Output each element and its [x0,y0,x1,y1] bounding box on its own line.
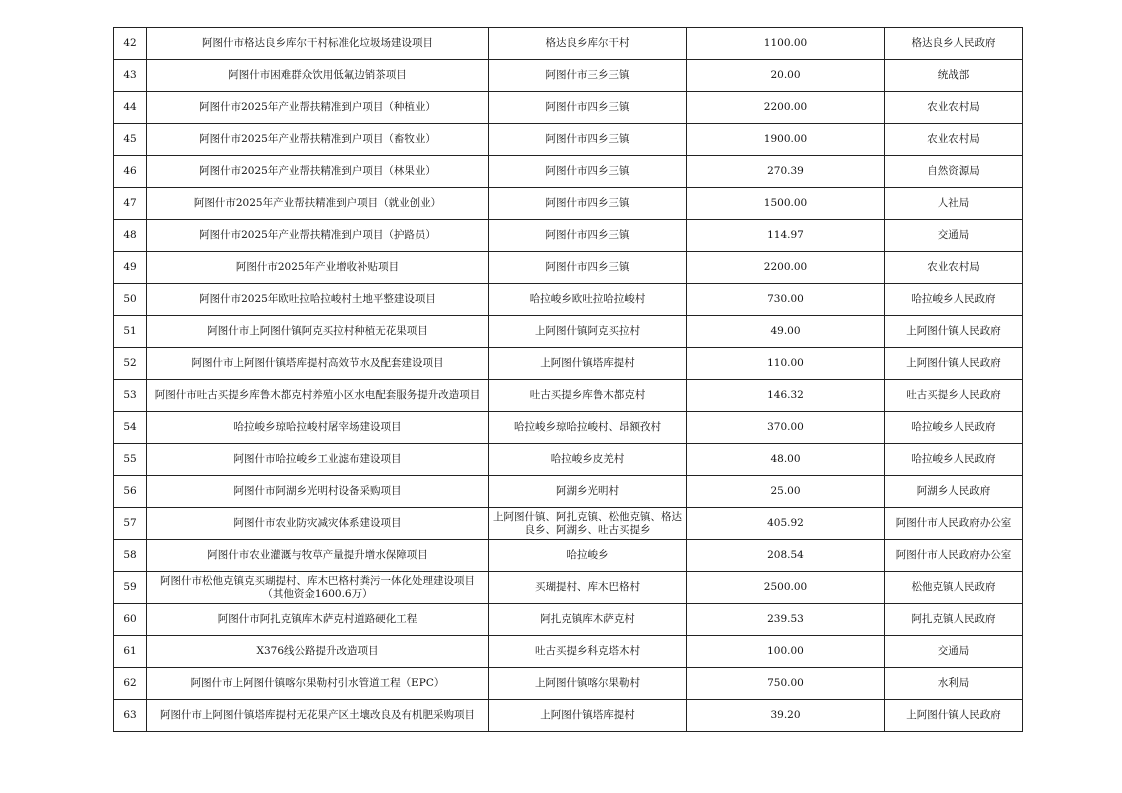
fund-amount-cell: 25.00 [687,476,885,508]
table-row [114,220,1023,252]
responsible-unit-cell: 上阿图什镇人民政府 [885,316,1023,348]
table-row [114,572,1023,604]
project-name-cell: 阿图什市上阿图什镇塔库提村高效节水及配套建设项目 [147,348,489,380]
fund-amount-cell: 405.92 [687,508,885,540]
row-number-cell: 59 [114,572,147,604]
project-name-cell: 阿图什市2025年产业帮扶精准到户项目（护路员） [147,220,489,252]
project-location-cell: 阿图什市四乡三镇 [489,220,687,252]
table-row [114,188,1023,220]
responsible-unit-cell: 上阿图什镇人民政府 [885,700,1023,732]
project-location-cell: 上阿图什镇塔库提村 [489,348,687,380]
row-number-cell: 52 [114,348,147,380]
project-location-cell: 吐古买提乡科克塔木村 [489,636,687,668]
table-row [114,156,1023,188]
table-row [114,540,1023,572]
responsible-unit-cell: 自然资源局 [885,156,1023,188]
project-table [113,27,1023,732]
responsible-unit-cell: 水利局 [885,668,1023,700]
fund-amount-cell: 49.00 [687,316,885,348]
row-number-cell: 48 [114,220,147,252]
project-name-cell: 阿图什市阿湖乡光明村设备采购项目 [147,476,489,508]
project-location-cell: 买瑚提村、库木巴格村 [489,572,687,604]
project-location-cell: 哈拉峻乡皮羌村 [489,444,687,476]
project-name-cell: 阿图什市2025年产业增收补贴项目 [147,252,489,284]
table-row [114,444,1023,476]
row-number-cell: 50 [114,284,147,316]
responsible-unit-cell: 农业农村局 [885,252,1023,284]
row-number-cell: 51 [114,316,147,348]
project-location-cell: 阿图什市四乡三镇 [489,156,687,188]
table-row [114,124,1023,156]
fund-amount-cell: 1100.00 [687,28,885,60]
project-location-cell: 上阿图什镇阿克买拉村 [489,316,687,348]
project-name-cell: 阿图什市上阿图什镇喀尔果勒村引水管道工程（EPC） [147,668,489,700]
row-number-cell: 56 [114,476,147,508]
project-name-cell: 阿图什市阿扎克镇库木萨克村道路硬化工程 [147,604,489,636]
fund-amount-cell: 730.00 [687,284,885,316]
table-row [114,348,1023,380]
fund-amount-cell: 1900.00 [687,124,885,156]
project-location-cell: 哈拉峻乡琼哈拉峻村、昂额孜村 [489,412,687,444]
fund-amount-cell: 239.53 [687,604,885,636]
row-number-cell: 46 [114,156,147,188]
table-row [114,412,1023,444]
project-name-cell: 阿图什市2025年欧吐拉哈拉峻村土地平整建设项目 [147,284,489,316]
responsible-unit-cell: 哈拉峻乡人民政府 [885,444,1023,476]
project-name-cell: 阿图什市农业防灾减灾体系建设项目 [147,508,489,540]
project-location-cell: 哈拉峻乡欧吐拉哈拉峻村 [489,284,687,316]
table-row [114,252,1023,284]
row-number-cell: 53 [114,380,147,412]
table-row [114,668,1023,700]
table-row [114,380,1023,412]
project-location-cell: 格达良乡库尔干村 [489,28,687,60]
fund-amount-cell: 100.00 [687,636,885,668]
responsible-unit-cell: 吐古买提乡人民政府 [885,380,1023,412]
responsible-unit-cell: 阿图什市人民政府办公室 [885,508,1023,540]
fund-amount-cell: 110.00 [687,348,885,380]
project-name-cell: 阿图什市农业灌溉与牧草产量提升增水保障项目 [147,540,489,572]
project-name-cell: 阿图什市2025年产业帮扶精准到户项目（林果业） [147,156,489,188]
responsible-unit-cell: 松他克镇人民政府 [885,572,1023,604]
table-row [114,28,1023,60]
row-number-cell: 61 [114,636,147,668]
project-location-cell: 阿图什市四乡三镇 [489,124,687,156]
fund-amount-cell: 20.00 [687,60,885,92]
project-name-cell: 阿图什市吐古买提乡库鲁木都克村养殖小区水电配套服务提升改造项目 [147,380,489,412]
responsible-unit-cell: 农业农村局 [885,124,1023,156]
table-row [114,604,1023,636]
project-location-cell: 吐古买提乡库鲁木都克村 [489,380,687,412]
row-number-cell: 60 [114,604,147,636]
fund-amount-cell: 2500.00 [687,572,885,604]
table-row [114,60,1023,92]
responsible-unit-cell: 格达良乡人民政府 [885,28,1023,60]
project-location-cell: 上阿图什镇、阿扎克镇、松他克镇、格达良乡、阿湖乡、吐古买提乡 [489,508,687,540]
project-location-cell: 上阿图什镇塔库提村 [489,700,687,732]
fund-amount-cell: 146.32 [687,380,885,412]
row-number-cell: 57 [114,508,147,540]
table-row [114,476,1023,508]
row-number-cell: 47 [114,188,147,220]
row-number-cell: 55 [114,444,147,476]
row-number-cell: 49 [114,252,147,284]
row-number-cell: 62 [114,668,147,700]
fund-amount-cell: 270.39 [687,156,885,188]
project-location-cell: 阿图什市四乡三镇 [489,92,687,124]
row-number-cell: 63 [114,700,147,732]
fund-amount-cell: 1500.00 [687,188,885,220]
responsible-unit-cell: 上阿图什镇人民政府 [885,348,1023,380]
fund-amount-cell: 2200.00 [687,92,885,124]
table-row [114,700,1023,732]
fund-amount-cell: 114.97 [687,220,885,252]
responsible-unit-cell: 阿湖乡人民政府 [885,476,1023,508]
responsible-unit-cell: 人社局 [885,188,1023,220]
project-location-cell: 阿扎克镇库木萨克村 [489,604,687,636]
project-location-cell: 上阿图什镇喀尔果勒村 [489,668,687,700]
row-number-cell: 54 [114,412,147,444]
row-number-cell: 58 [114,540,147,572]
project-name-cell: 阿图什市松他克镇克买瑚提村、库木巴格村粪污一体化处理建设项目（其他资金1600.6万） [147,572,489,604]
project-location-cell: 阿图什市四乡三镇 [489,188,687,220]
table-body [114,28,1023,732]
row-number-cell: 42 [114,28,147,60]
project-location-cell: 阿湖乡光明村 [489,476,687,508]
table-row [114,636,1023,668]
table-row [114,508,1023,540]
responsible-unit-cell: 哈拉峻乡人民政府 [885,284,1023,316]
row-number-cell: 43 [114,60,147,92]
fund-amount-cell: 39.20 [687,700,885,732]
fund-amount-cell: 2200.00 [687,252,885,284]
project-name-cell: 阿图什市2025年产业帮扶精准到户项目（就业创业） [147,188,489,220]
table-row [114,92,1023,124]
project-name-cell: 哈拉峻乡琼哈拉峻村屠宰场建设项目 [147,412,489,444]
project-name-cell: 阿图什市格达良乡库尔干村标准化垃圾场建设项目 [147,28,489,60]
row-number-cell: 44 [114,92,147,124]
project-name-cell: 阿图什市哈拉峻乡工业滤布建设项目 [147,444,489,476]
project-name-cell: 阿图什市上阿图什镇阿克买拉村种植无花果项目 [147,316,489,348]
fund-amount-cell: 208.54 [687,540,885,572]
project-name-cell: 阿图什市2025年产业帮扶精准到户项目（种植业） [147,92,489,124]
fund-amount-cell: 750.00 [687,668,885,700]
responsible-unit-cell: 交通局 [885,636,1023,668]
project-location-cell: 阿图什市四乡三镇 [489,252,687,284]
project-name-cell: 阿图什市困难群众饮用低氟边销茶项目 [147,60,489,92]
responsible-unit-cell: 阿图什市人民政府办公室 [885,540,1023,572]
table-row [114,284,1023,316]
fund-amount-cell: 48.00 [687,444,885,476]
project-location-cell: 哈拉峻乡 [489,540,687,572]
project-name-cell: 阿图什市上阿图什镇塔库提村无花果产区土壤改良及有机肥采购项目 [147,700,489,732]
fund-amount-cell: 370.00 [687,412,885,444]
responsible-unit-cell: 农业农村局 [885,92,1023,124]
table-row [114,316,1023,348]
responsible-unit-cell: 阿扎克镇人民政府 [885,604,1023,636]
project-location-cell: 阿图什市三乡三镇 [489,60,687,92]
project-name-cell: 阿图什市2025年产业帮扶精准到户项目（畜牧业） [147,124,489,156]
row-number-cell: 45 [114,124,147,156]
responsible-unit-cell: 哈拉峻乡人民政府 [885,412,1023,444]
project-name-cell: X376线公路提升改造项目 [147,636,489,668]
responsible-unit-cell: 统战部 [885,60,1023,92]
responsible-unit-cell: 交通局 [885,220,1023,252]
